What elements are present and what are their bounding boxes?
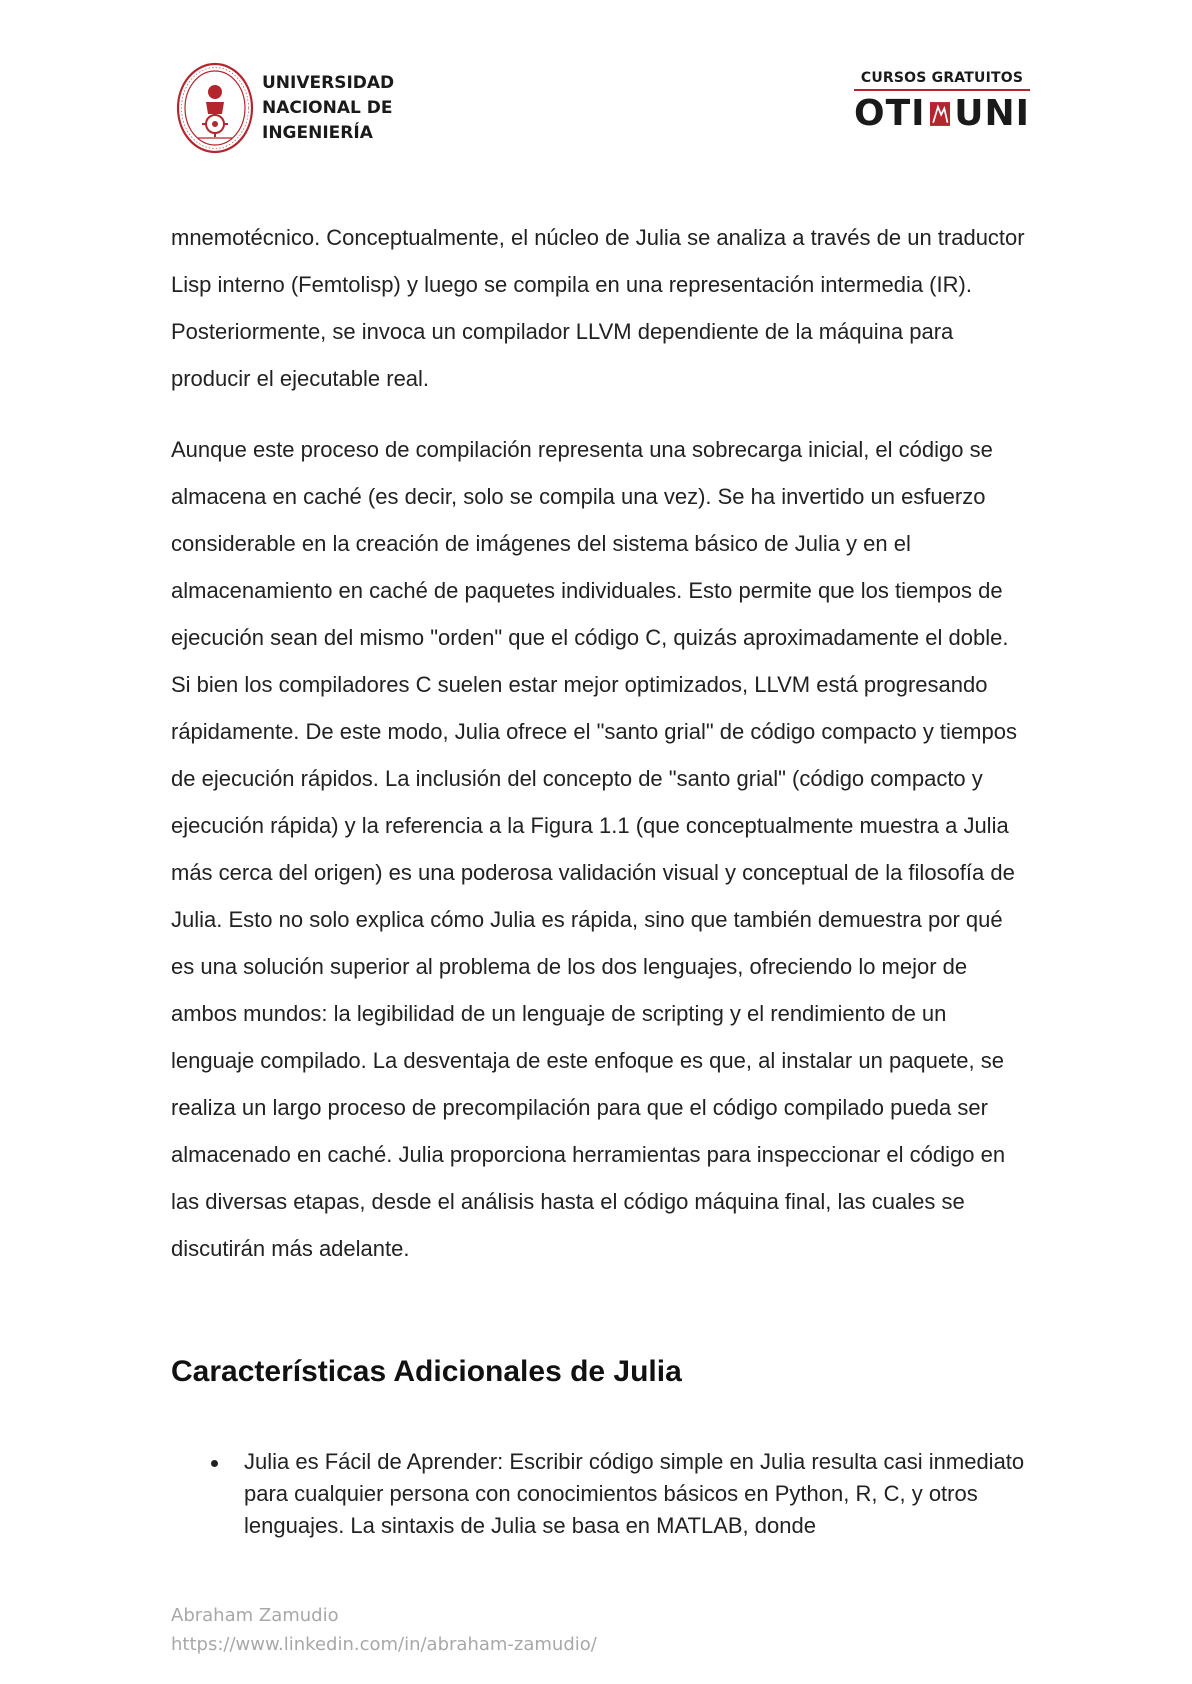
university-name-line-1: UNIVERSIDAD — [262, 72, 395, 93]
university-logo — [176, 62, 394, 154]
university-seal-icon — [176, 62, 254, 154]
university-name — [262, 71, 394, 146]
courses-label: CURSOS GRATUITOS — [854, 70, 1030, 91]
uni-text: UNI — [954, 93, 1030, 134]
page-header — [0, 0, 1192, 170]
bullet-list — [200, 1446, 1030, 1542]
section-heading: Características Adicionales de Julia — [171, 1355, 682, 1388]
oti-uni-wordmark — [854, 94, 1030, 134]
page-footer — [171, 1601, 597, 1659]
list-item-text: Julia es Fácil de Aprender: Escribir código simple en Julia resulta casi inmediato para cualquier persona con conocimientos básicos en Python, R, C, y otros lenguajes. La sintaxis de Julia se basa en MATLAB, donde — [244, 1449, 1025, 1538]
paragraph: Aunque este proceso de compilación representa una sobrecarga inicial, el código se almacena en caché (es decir, solo se compila una vez). Se ha invertido un esfuerzo considerable en la creación de imágenes del sistema básico de Julia y en el almacenamiento en caché de paquetes individuales. Esto permite que los tiempos de ejecución sean del mismo "orden" que el código C, quizás aproximadamente el doble. Si bien los compiladores C suelen estar mejor optimizados, LLVM está progresando rápidamente. De este modo, Julia ofrece el "santo grial" de código compacto y tiempos de ejecución rápidos. La inclusión del concepto de "santo grial" (código compacto y ejecución rápida) y la referencia a la Figura 1.1 (que conceptualmente muestra a Julia más cerca del origen) es una poderosa validación visual y conceptual de la filosofía de Julia. Esto no solo explica cómo Julia es rápida, sino que también demuestra por qué es una solución superior al problema de los dos lenguajes, ofreciendo lo mejor de ambos mundos: la legibilidad de un lenguaje de scripting y el rendimiento de un lenguaje compilado. La desventaja de este enfoque es que, al instalar un paquete, se realiza un largo proceso de precompilación para que el código compilado pueda ser almacenado en caché. Julia proporciona herramientas para inspeccionar el código en las diversas etapas, desde el análisis hasta el código máquina final, las cuales se discutirán más adelante. — [171, 437, 1017, 1261]
list-item — [200, 1446, 1030, 1542]
footer-link[interactable]: https://www.linkedin.com/in/abraham-zamudio/ — [171, 1634, 597, 1655]
footer-author: Abraham Zamudio — [171, 1605, 339, 1626]
bullet-icon — [211, 1460, 218, 1467]
main-content — [171, 214, 1031, 1272]
paragraph: mnemotécnico. Conceptualmente, el núcleo de Julia se analiza a través de un traductor Lisp interno (Femtolisp) y luego se compila en una representación intermedia (IR). Posteriormente, se invoca un compilador LLVM dependiente de la máquina para producir el ejecutable real. — [171, 225, 1025, 391]
university-name-line-3: INGENIERÍA — [262, 122, 373, 143]
oti-uni-logo — [854, 70, 1030, 134]
oti-brand-mark-icon — [930, 99, 951, 129]
university-name-line-2: NACIONAL DE — [262, 97, 393, 118]
oti-text: OTI — [854, 93, 926, 134]
